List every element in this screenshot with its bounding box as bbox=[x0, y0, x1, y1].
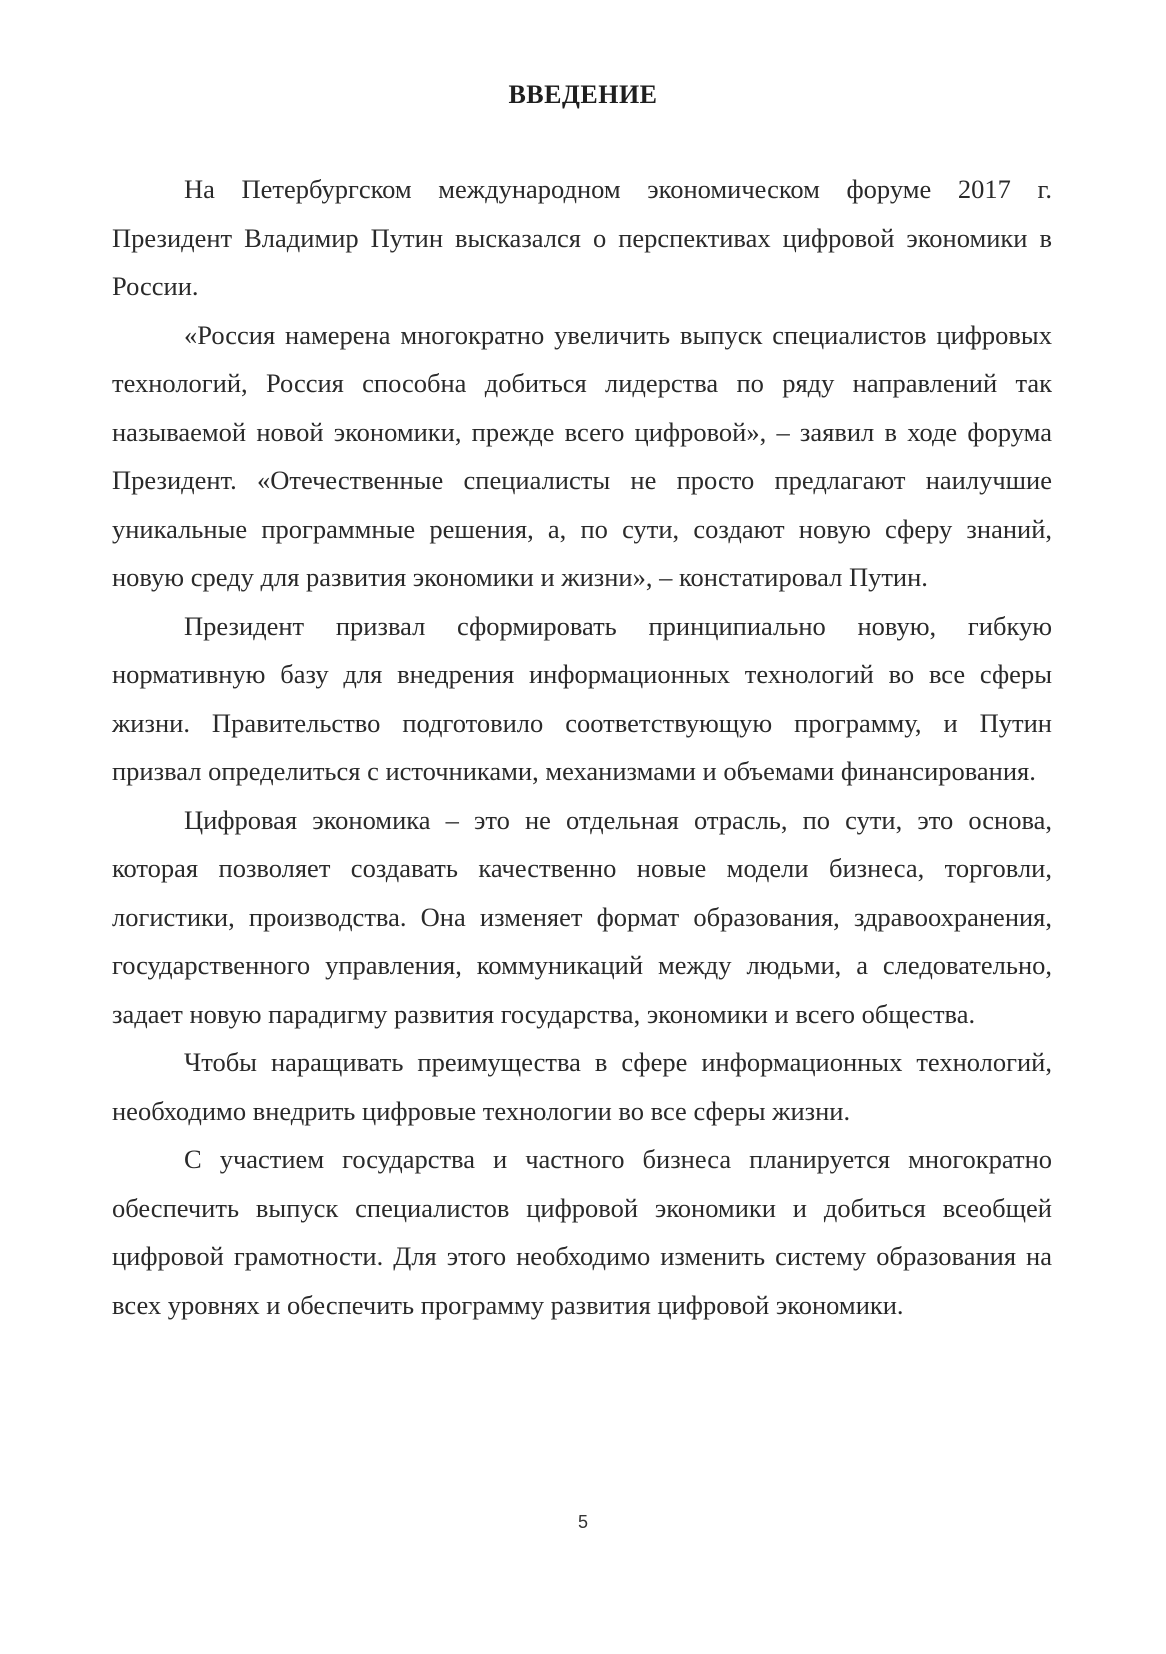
page-title: ВВЕДЕНИЕ bbox=[508, 80, 658, 109]
paragraph: На Петербургском международном экономическом форуме 2017 г. Президент Владимир Путин высказался о перспективах цифровой экономики в России. bbox=[112, 174, 1052, 301]
paragraph: Цифровая экономика – это не отдельная отрасль, по сути, это основа, которая позволяет создавать качественно новые модели бизнеса, торговли, логистики, производства. Она изменяет формат образования, здравоохранения, государственного управления, коммуникаций между людьми, а следовательно, задает новую парадигму развития государства, экономики и всего общества. bbox=[112, 804, 1052, 1029]
page-number: 5 bbox=[577, 1512, 588, 1532]
body-text bbox=[112, 165, 1052, 1329]
paragraph: С участием государства и частного бизнеса планируется многократно обеспечить выпуск специалистов цифровой экономики и добиться всеобщей цифровой грамотности. Для этого необходимо изменить систему образования на всех уровнях и обеспечить программу развития цифровой экономики. bbox=[112, 1144, 1052, 1320]
paragraph: Чтобы наращивать преимущества в сфере информационных технологий, необходимо внедрить цифровые технологии во все сферы жизни. bbox=[112, 1047, 1052, 1126]
paragraph: «Россия намерена многократно увеличить выпуск специалистов цифровых технологий, Россия способна добиться лидерства по ряду направлений так называемой новой экономики, прежде всего цифровой», – заявил в ходе форума Президент. «Отечественные специалисты не просто предлагают наилучшие уникальные программные решения, а, по сути, создают новую сферу знаний, новую среду для развития экономики и жизни», – констатировал Путин. bbox=[112, 319, 1052, 592]
paragraph: Президент призвал сформировать принципиально новую, гибкую нормативную базу для внедрения информационных технологий во все сферы жизни. Правительство подготовило соответствующую программу, и Путин призвал определиться с источниками, механизмами и объемами финансирования. bbox=[112, 610, 1052, 786]
